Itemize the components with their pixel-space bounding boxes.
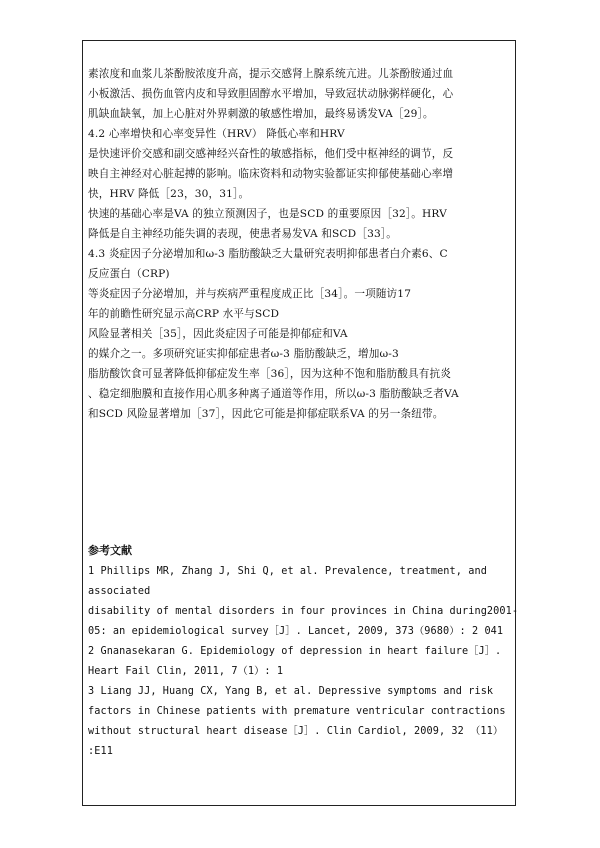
reference-line: factors in Chinese patients with premature ventricular contractions (88, 706, 506, 717)
reference-line: without structural heart disease［J］. Clin Cardiol, 2009, 32 （11） (88, 726, 504, 737)
body-text (88, 64, 518, 424)
text-line: 脂肪酸饮食可显著降低抑郁症发生率［36］，因为这种不饱和脂肪酸具有抗炎 (88, 368, 452, 380)
text-line: 和SCD 风险显著增加［37］，因此它可能是抑郁症联系VA 的另一条纽带。 (88, 408, 444, 420)
references-section (88, 542, 518, 762)
text-line: 等炎症因子分泌增加，并与疾病严重程度成正比［34］。一项随访17 (88, 288, 412, 300)
text-line: 肌缺血缺氧，加上心脏对外界刺激的敏感性增加，最终易诱发VA［29］。 (88, 108, 434, 120)
section-heading: 4.2 心率增快和心率变异性（HRV） 降低心率和HRV (88, 128, 345, 140)
reference-line: 3 Liang JJ, Huang CX, Yang B, et al. Depressive symptoms and risk (88, 686, 494, 697)
reference-line: disability of mental disorders in four provinces in China during2001- (88, 606, 519, 617)
text-line: 快，HRV 降低［23，30，31］。 (88, 188, 250, 200)
reference-line: :E11 (88, 746, 113, 757)
reference-line: 1 Phillips MR, Zhang J, Shi Q, et al. Prevalence, treatment, and (88, 566, 487, 577)
reference-line: associated (88, 586, 151, 597)
text-line: 映自主神经对心脏起搏的影响。临床资料和动物实验都证实抑郁使基础心率增 (88, 168, 454, 180)
text-line: 素浓度和血浆儿茶酚胺浓度升高，提示交感肾上腺系统亢进。儿茶酚胺通过血 (88, 68, 454, 80)
text-line: 是快速评价交感和副交感神经兴奋性的敏感指标，他们受中枢神经的调节，反 (88, 148, 454, 160)
references-title: 参考文献 (88, 544, 132, 557)
text-line: 的媒介之一。多项研究证实抑郁症患者ω-3 脂肪酸缺乏，增加ω-3 (88, 348, 399, 360)
text-line: 反应蛋白（CRP) (88, 268, 170, 280)
text-line: 风险显著相关［35］，因此炎症因子可能是抑郁症和VA (88, 328, 348, 340)
text-line: 、稳定细胞膜和直接作用心肌多种离子通道等作用，所以ω-3 脂肪酸缺乏者VA (88, 388, 459, 400)
text-line: 降低是自主神经功能失调的表现，使患者易发VA 和SCD［33］。 (88, 228, 398, 240)
text-line: 年的前瞻性研究显示高CRP 水平与SCD (88, 308, 280, 320)
text-line: 小板激活、损伤血管内皮和导致胆固醇水平增加，导致冠状动脉粥样硬化，心 (88, 88, 454, 100)
text-line: 快速的基础心率是VA 的独立预测因子，也是SCD 的重要原因［32］。HRV (88, 208, 447, 220)
reference-line: Heart Fail Clin, 2011, 7（1）: 1 (88, 666, 284, 677)
reference-line: 05: an epidemiological survey［J］. Lancet, 2009, 373（9680）: 2 041 (88, 626, 504, 637)
reference-line: 2 Gnanasekaran G. Epidemiology of depression in heart failure［J］. (88, 646, 502, 657)
section-heading: 4.3 炎症因子分泌增加和ω-3 脂肪酸缺乏大量研究表明抑郁患者白介素6、C (88, 248, 448, 260)
